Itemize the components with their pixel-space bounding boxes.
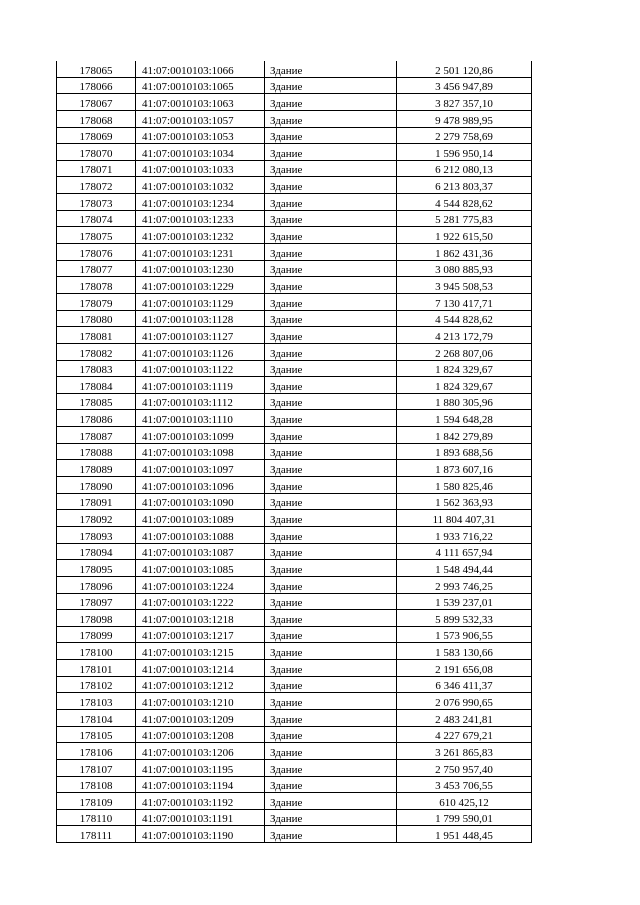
record-number-cell: 178083: [57, 360, 136, 377]
table-row: [57, 194, 532, 211]
object-type-cell: Здание: [265, 776, 397, 793]
cadastral-value-cell: 9 478 989,95: [397, 110, 532, 127]
cadastral-number-cell: 41:07:0010103:1122: [136, 360, 265, 377]
object-type-cell: Здание: [265, 543, 397, 560]
object-type-cell: Здание: [265, 244, 397, 261]
object-type-cell: Здание: [265, 526, 397, 543]
record-number-cell: 178085: [57, 393, 136, 410]
object-type-cell: Здание: [265, 676, 397, 693]
object-type-cell: Здание: [265, 826, 397, 843]
cadastral-number-cell: 41:07:0010103:1232: [136, 227, 265, 244]
cadastral-value-cell: 4 544 828,62: [397, 310, 532, 327]
object-type-cell: Здание: [265, 709, 397, 726]
record-number-cell: 178087: [57, 427, 136, 444]
object-type-cell: Здание: [265, 809, 397, 826]
cadastral-value-cell: 4 544 828,62: [397, 194, 532, 211]
table-row: [57, 693, 532, 710]
record-number-cell: 178105: [57, 726, 136, 743]
cadastral-value-cell: 1 583 130,66: [397, 643, 532, 660]
object-type-cell: Здание: [265, 127, 397, 144]
record-number-cell: 178070: [57, 144, 136, 161]
object-type-cell: Здание: [265, 477, 397, 494]
table-row: [57, 576, 532, 593]
record-number-cell: 178098: [57, 610, 136, 627]
record-number-cell: 178084: [57, 377, 136, 394]
table-row: [57, 227, 532, 244]
record-number-cell: 178097: [57, 593, 136, 610]
record-number-cell: 178109: [57, 793, 136, 810]
record-number-cell: 178095: [57, 560, 136, 577]
cadastral-number-cell: 41:07:0010103:1098: [136, 443, 265, 460]
cadastral-value-cell: 2 191 656,08: [397, 660, 532, 677]
cadastral-number-cell: 41:07:0010103:1033: [136, 160, 265, 177]
cadastral-value-cell: 6 346 411,37: [397, 676, 532, 693]
object-type-cell: Здание: [265, 493, 397, 510]
cadastral-value-cell: 1 596 950,14: [397, 144, 532, 161]
object-type-cell: Здание: [265, 626, 397, 643]
table-row: [57, 293, 532, 310]
object-type-cell: Здание: [265, 410, 397, 427]
cadastral-number-cell: 41:07:0010103:1127: [136, 327, 265, 344]
cadastral-value-cell: 1 873 607,16: [397, 460, 532, 477]
object-type-cell: Здание: [265, 160, 397, 177]
object-type-cell: Здание: [265, 77, 397, 94]
record-number-cell: 178110: [57, 809, 136, 826]
cadastral-value-cell: 1 562 363,93: [397, 493, 532, 510]
table-row: [57, 743, 532, 760]
cadastral-number-cell: 41:07:0010103:1085: [136, 560, 265, 577]
record-number-cell: 178068: [57, 110, 136, 127]
table-row: [57, 676, 532, 693]
table-row: [57, 94, 532, 111]
cadastral-number-cell: 41:07:0010103:1214: [136, 660, 265, 677]
cadastral-number-cell: 41:07:0010103:1034: [136, 144, 265, 161]
table-row: [57, 626, 532, 643]
cadastral-value-cell: 7 130 417,71: [397, 293, 532, 310]
record-number-cell: 178066: [57, 77, 136, 94]
cadastral-number-cell: 41:07:0010103:1194: [136, 776, 265, 793]
table-row: [57, 144, 532, 161]
cadastral-value-cell: 4 227 679,21: [397, 726, 532, 743]
record-number-cell: 178101: [57, 660, 136, 677]
cadastral-value-cell: 6 212 080,13: [397, 160, 532, 177]
cadastral-number-cell: 41:07:0010103:1057: [136, 110, 265, 127]
cadastral-value-cell: 1 922 615,50: [397, 227, 532, 244]
table-row: [57, 260, 532, 277]
object-type-cell: Здание: [265, 576, 397, 593]
table-row: [57, 793, 532, 810]
table-row: [57, 709, 532, 726]
record-number-cell: 178108: [57, 776, 136, 793]
cadastral-value-cell: 3 456 947,89: [397, 77, 532, 94]
object-type-cell: Здание: [265, 393, 397, 410]
object-type-cell: Здание: [265, 593, 397, 610]
record-number-cell: 178094: [57, 543, 136, 560]
table-row: [57, 393, 532, 410]
table-row: [57, 477, 532, 494]
cadastral-number-cell: 41:07:0010103:1088: [136, 526, 265, 543]
cadastral-value-cell: 2 483 241,81: [397, 709, 532, 726]
cadastral-number-cell: 41:07:0010103:1230: [136, 260, 265, 277]
cadastral-value-cell: 1 951 448,45: [397, 826, 532, 843]
table-row: [57, 244, 532, 261]
object-type-cell: Здание: [265, 377, 397, 394]
table-row: [57, 726, 532, 743]
cadastral-value-cell: 2 993 746,25: [397, 576, 532, 593]
record-number-cell: 178091: [57, 493, 136, 510]
record-number-cell: 178099: [57, 626, 136, 643]
cadastral-number-cell: 41:07:0010103:1126: [136, 343, 265, 360]
cadastral-number-cell: 41:07:0010103:1229: [136, 277, 265, 294]
cadastral-value-cell: 1 548 494,44: [397, 560, 532, 577]
cadastral-number-cell: 41:07:0010103:1065: [136, 77, 265, 94]
object-type-cell: Здание: [265, 61, 397, 77]
cadastral-number-cell: 41:07:0010103:1195: [136, 759, 265, 776]
object-type-cell: Здание: [265, 227, 397, 244]
cadastral-number-cell: 41:07:0010103:1222: [136, 593, 265, 610]
object-type-cell: Здание: [265, 793, 397, 810]
cadastral-value-cell: 1 933 716,22: [397, 526, 532, 543]
table-row: [57, 343, 532, 360]
cadastral-number-cell: 41:07:0010103:1090: [136, 493, 265, 510]
table-row: [57, 643, 532, 660]
record-number-cell: 178071: [57, 160, 136, 177]
table-row: [57, 77, 532, 94]
object-type-cell: Здание: [265, 277, 397, 294]
object-type-cell: Здание: [265, 759, 397, 776]
cadastral-number-cell: 41:07:0010103:1217: [136, 626, 265, 643]
table-row: [57, 493, 532, 510]
object-type-cell: Здание: [265, 327, 397, 344]
cadastral-value-table: [56, 61, 532, 843]
table-row: [57, 177, 532, 194]
object-type-cell: Здание: [265, 560, 397, 577]
cadastral-value-cell: 6 213 803,37: [397, 177, 532, 194]
record-number-cell: 178096: [57, 576, 136, 593]
record-number-cell: 178090: [57, 477, 136, 494]
cadastral-number-cell: 41:07:0010103:1192: [136, 793, 265, 810]
table-row: [57, 526, 532, 543]
object-type-cell: Здание: [265, 94, 397, 111]
cadastral-value-cell: 2 076 990,65: [397, 693, 532, 710]
object-type-cell: Здание: [265, 310, 397, 327]
cadastral-number-cell: 41:07:0010103:1097: [136, 460, 265, 477]
record-number-cell: 178089: [57, 460, 136, 477]
record-number-cell: 178104: [57, 709, 136, 726]
table-row: [57, 327, 532, 344]
cadastral-number-cell: 41:07:0010103:1032: [136, 177, 265, 194]
table-row: [57, 660, 532, 677]
record-number-cell: 178077: [57, 260, 136, 277]
object-type-cell: Здание: [265, 293, 397, 310]
table-row: [57, 310, 532, 327]
cadastral-number-cell: 41:07:0010103:1066: [136, 61, 265, 77]
record-number-cell: 178065: [57, 61, 136, 77]
table-row: [57, 593, 532, 610]
object-type-cell: Здание: [265, 610, 397, 627]
cadastral-number-cell: 41:07:0010103:1231: [136, 244, 265, 261]
object-type-cell: Здание: [265, 660, 397, 677]
object-type-cell: Здание: [265, 177, 397, 194]
table-row: [57, 210, 532, 227]
table-row: [57, 826, 532, 843]
record-number-cell: 178082: [57, 343, 136, 360]
record-number-cell: 178069: [57, 127, 136, 144]
table-row: [57, 377, 532, 394]
cadastral-value-cell: 3 945 508,53: [397, 277, 532, 294]
cadastral-value-cell: 3 261 865,83: [397, 743, 532, 760]
cadastral-value-cell: 2 268 807,06: [397, 343, 532, 360]
cadastral-number-cell: 41:07:0010103:1206: [136, 743, 265, 760]
object-type-cell: Здание: [265, 343, 397, 360]
cadastral-number-cell: 41:07:0010103:1087: [136, 543, 265, 560]
cadastral-number-cell: 41:07:0010103:1128: [136, 310, 265, 327]
object-type-cell: Здание: [265, 210, 397, 227]
cadastral-value-cell: 1 862 431,36: [397, 244, 532, 261]
table-row: [57, 759, 532, 776]
cadastral-value-cell: 1 539 237,01: [397, 593, 532, 610]
cadastral-value-cell: 1 880 305,96: [397, 393, 532, 410]
cadastral-value-cell: 3 080 885,93: [397, 260, 532, 277]
cadastral-number-cell: 41:07:0010103:1089: [136, 510, 265, 527]
record-number-cell: 178076: [57, 244, 136, 261]
record-number-cell: 178102: [57, 676, 136, 693]
cadastral-value-cell: 3 453 706,55: [397, 776, 532, 793]
record-number-cell: 178075: [57, 227, 136, 244]
cadastral-value-cell: 2 279 758,69: [397, 127, 532, 144]
cadastral-number-cell: 41:07:0010103:1209: [136, 709, 265, 726]
record-number-cell: 178081: [57, 327, 136, 344]
cadastral-number-cell: 41:07:0010103:1215: [136, 643, 265, 660]
table-row: [57, 427, 532, 444]
record-number-cell: 178078: [57, 277, 136, 294]
object-type-cell: Здание: [265, 443, 397, 460]
record-number-cell: 178093: [57, 526, 136, 543]
record-number-cell: 178092: [57, 510, 136, 527]
cadastral-number-cell: 41:07:0010103:1063: [136, 94, 265, 111]
table-row: [57, 809, 532, 826]
object-type-cell: Здание: [265, 743, 397, 760]
cadastral-number-cell: 41:07:0010103:1129: [136, 293, 265, 310]
cadastral-number-cell: 41:07:0010103:1110: [136, 410, 265, 427]
cadastral-value-cell: 610 425,12: [397, 793, 532, 810]
table-row: [57, 543, 532, 560]
cadastral-number-cell: 41:07:0010103:1210: [136, 693, 265, 710]
cadastral-value-cell: 2 501 120,86: [397, 61, 532, 77]
record-number-cell: 178106: [57, 743, 136, 760]
record-number-cell: 178103: [57, 693, 136, 710]
table-row: [57, 127, 532, 144]
record-number-cell: 178080: [57, 310, 136, 327]
object-type-cell: Здание: [265, 194, 397, 211]
record-number-cell: 178086: [57, 410, 136, 427]
object-type-cell: Здание: [265, 260, 397, 277]
object-type-cell: Здание: [265, 360, 397, 377]
cadastral-value-cell: 1 594 648,28: [397, 410, 532, 427]
table-row: [57, 460, 532, 477]
cadastral-number-cell: 41:07:0010103:1218: [136, 610, 265, 627]
table-row: [57, 560, 532, 577]
cadastral-number-cell: 41:07:0010103:1224: [136, 576, 265, 593]
cadastral-number-cell: 41:07:0010103:1190: [136, 826, 265, 843]
object-type-cell: Здание: [265, 643, 397, 660]
cadastral-number-cell: 41:07:0010103:1119: [136, 377, 265, 394]
cadastral-number-cell: 41:07:0010103:1233: [136, 210, 265, 227]
record-number-cell: 178067: [57, 94, 136, 111]
cadastral-number-cell: 41:07:0010103:1053: [136, 127, 265, 144]
object-type-cell: Здание: [265, 460, 397, 477]
table-row: [57, 410, 532, 427]
cadastral-value-cell: 1 824 329,67: [397, 377, 532, 394]
cadastral-value-cell: 1 799 590,01: [397, 809, 532, 826]
table-row: [57, 277, 532, 294]
object-type-cell: Здание: [265, 726, 397, 743]
record-number-cell: 178088: [57, 443, 136, 460]
cadastral-value-cell: 5 899 532,33: [397, 610, 532, 627]
cadastral-value-cell: 2 750 957,40: [397, 759, 532, 776]
cadastral-value-cell: 1 573 906,55: [397, 626, 532, 643]
cadastral-value-cell: 1 893 688,56: [397, 443, 532, 460]
table-row: [57, 443, 532, 460]
table-row: [57, 510, 532, 527]
cadastral-value-cell: 1 824 329,67: [397, 360, 532, 377]
record-number-cell: 178111: [57, 826, 136, 843]
cadastral-number-cell: 41:07:0010103:1208: [136, 726, 265, 743]
table-body: [57, 61, 532, 843]
record-number-cell: 178073: [57, 194, 136, 211]
object-type-cell: Здание: [265, 144, 397, 161]
table-row: [57, 160, 532, 177]
table-row: [57, 360, 532, 377]
table-row: [57, 610, 532, 627]
cadastral-value-cell: 1 842 279,89: [397, 427, 532, 444]
object-type-cell: Здание: [265, 110, 397, 127]
object-type-cell: Здание: [265, 693, 397, 710]
cadastral-number-cell: 41:07:0010103:1234: [136, 194, 265, 211]
record-number-cell: 178100: [57, 643, 136, 660]
object-type-cell: Здание: [265, 510, 397, 527]
cadastral-number-cell: 41:07:0010103:1096: [136, 477, 265, 494]
table-row: [57, 110, 532, 127]
record-number-cell: 178074: [57, 210, 136, 227]
record-number-cell: 178079: [57, 293, 136, 310]
cadastral-number-cell: 41:07:0010103:1112: [136, 393, 265, 410]
cadastral-value-cell: 4 213 172,79: [397, 327, 532, 344]
cadastral-value-cell: 4 111 657,94: [397, 543, 532, 560]
cadastral-number-cell: 41:07:0010103:1099: [136, 427, 265, 444]
cadastral-value-cell: 1 580 825,46: [397, 477, 532, 494]
cadastral-number-cell: 41:07:0010103:1212: [136, 676, 265, 693]
record-number-cell: 178072: [57, 177, 136, 194]
table-row: [57, 61, 532, 77]
object-type-cell: Здание: [265, 427, 397, 444]
cadastral-value-cell: 5 281 775,83: [397, 210, 532, 227]
cadastral-value-cell: 3 827 357,10: [397, 94, 532, 111]
table-row: [57, 776, 532, 793]
cadastral-value-cell: 11 804 407,31: [397, 510, 532, 527]
record-number-cell: 178107: [57, 759, 136, 776]
cadastral-number-cell: 41:07:0010103:1191: [136, 809, 265, 826]
